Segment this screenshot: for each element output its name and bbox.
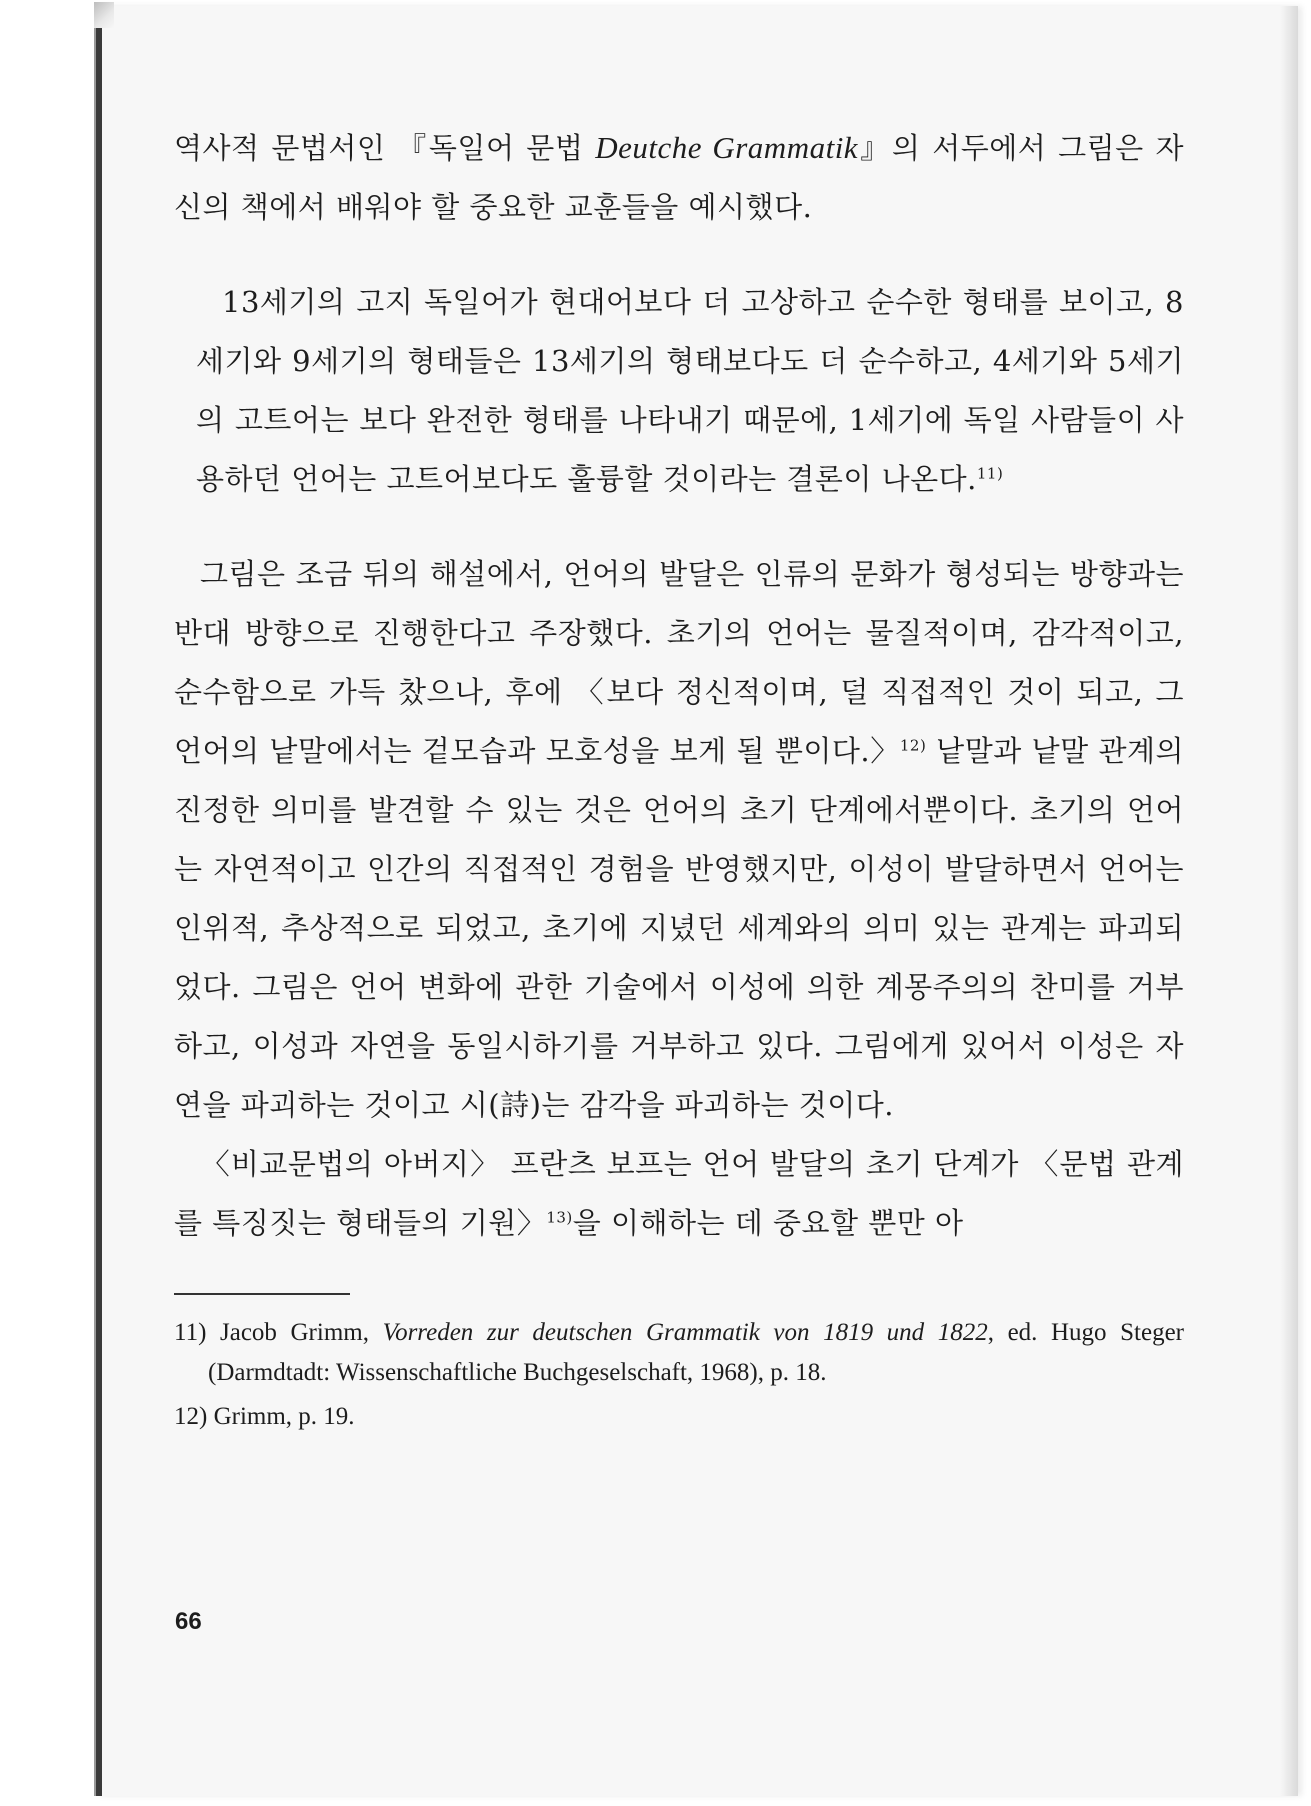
footnote-11-number: 11)	[174, 1319, 207, 1346]
body-paragraph-3	[174, 1135, 1184, 1253]
intro-text-after-title: 』의 서두에서 그림은 자신의 책에서 배워야 할 중요한 교훈들을 예시했다.	[174, 131, 1185, 224]
page-body	[174, 118, 1184, 1437]
page-corner-fold	[94, 2, 114, 28]
footnote-11-title: Vorreden zur deutschen Grammatik von 1819 und 1822	[382, 1319, 988, 1346]
footnote-ref-13: 13)	[546, 1208, 573, 1227]
footnote-12-text: Grimm, p. 19.	[213, 1403, 355, 1430]
block-quote-text: 13세기의 고지 독일어가 현대어보다 더 고상하고 순수한 형태를 보이고, 8세기와 9세기의 형태들은 13세기의 형태보다도 더 순수하고, 4세기와 5세기의 고트어는 보다 완전한 형태를 나타내기 때문에, 1세기에 독일 사람들이 사용하던 언어는 고트어보다도 훌륭할 것이라는 결론이 나온다.	[196, 285, 1184, 496]
footnote-12	[174, 1397, 1184, 1437]
body-paragraph-2-part2: 낱말과 낱말 관계의 진정한 의미를 발견할 수 있는 것은 언어의 초기 단계에서뿐이다. 초기의 언어는 자연적이고 인간의 직접적인 경험을 반영했지만, 이성이 발달하면서 언어는 인위적, 추상적으로 되었고, 초기에 지녔던 세계와의 의미 있는 관계는 파괴되었다. 그림은 언어 변화에 관한 기술에서 이성에 의한 계몽주의의 찬미를 거부하고, 이성과 자연을 동일시하기를 거부하고 있다. 그림에게 있어서 이성은 자연을 파괴하는 것이고 시(詩)는 감각을 파괴하는 것이다.	[174, 734, 1184, 1122]
footnote-12-number: 12)	[174, 1403, 208, 1430]
footnote-divider	[174, 1293, 350, 1295]
page-number: 66	[175, 1608, 202, 1635]
footnote-11-author: Jacob Grimm,	[220, 1319, 383, 1346]
block-quote	[196, 273, 1184, 509]
body-paragraph-3-part2: 을 이해하는 데 중요할 뿐만 아	[572, 1206, 964, 1240]
body-paragraph-2-part1: 그림은 조금 뒤의 해설에서, 언어의 발달은 인류의 문화가 형성되는 방향과는 반대 방향으로 진행한다고 주장했다. 초기의 언어는 물질적이며, 감각적이고, 순수함으로 가득 찼으나, 후에 〈보다 정신적이며, 덜 직접적인 것이 되고, 그 언어의 낱말에서는 겉모습과 모호성을 보게 될 뿐이다.〉	[174, 557, 1184, 768]
intro-title-latin: Deutche Grammatik	[595, 130, 859, 165]
footnote-11	[174, 1313, 1184, 1393]
intro-text-before-title: 역사적 문법서인 『독일어 문법	[174, 131, 596, 165]
page-edge-shadow	[1280, 6, 1298, 1796]
body-paragraph-3-part1: 〈비교문법의 아버지〉 프란츠 보프는 언어 발달의 초기 단계가 〈문법 관계를 특징짓는 형태들의 기원〉	[174, 1147, 1184, 1240]
footnote-11-details: , ed. Hugo Steger (Darmdtadt: Wissenschaftliche Buchgeselschaft, 1968), p. 18.	[208, 1319, 1185, 1386]
intro-paragraph	[174, 118, 1184, 237]
footnotes	[174, 1313, 1184, 1437]
footnote-ref-11: 11)	[976, 464, 1004, 483]
body-paragraph-2	[174, 545, 1184, 1135]
footnote-ref-12: 12)	[899, 736, 927, 755]
